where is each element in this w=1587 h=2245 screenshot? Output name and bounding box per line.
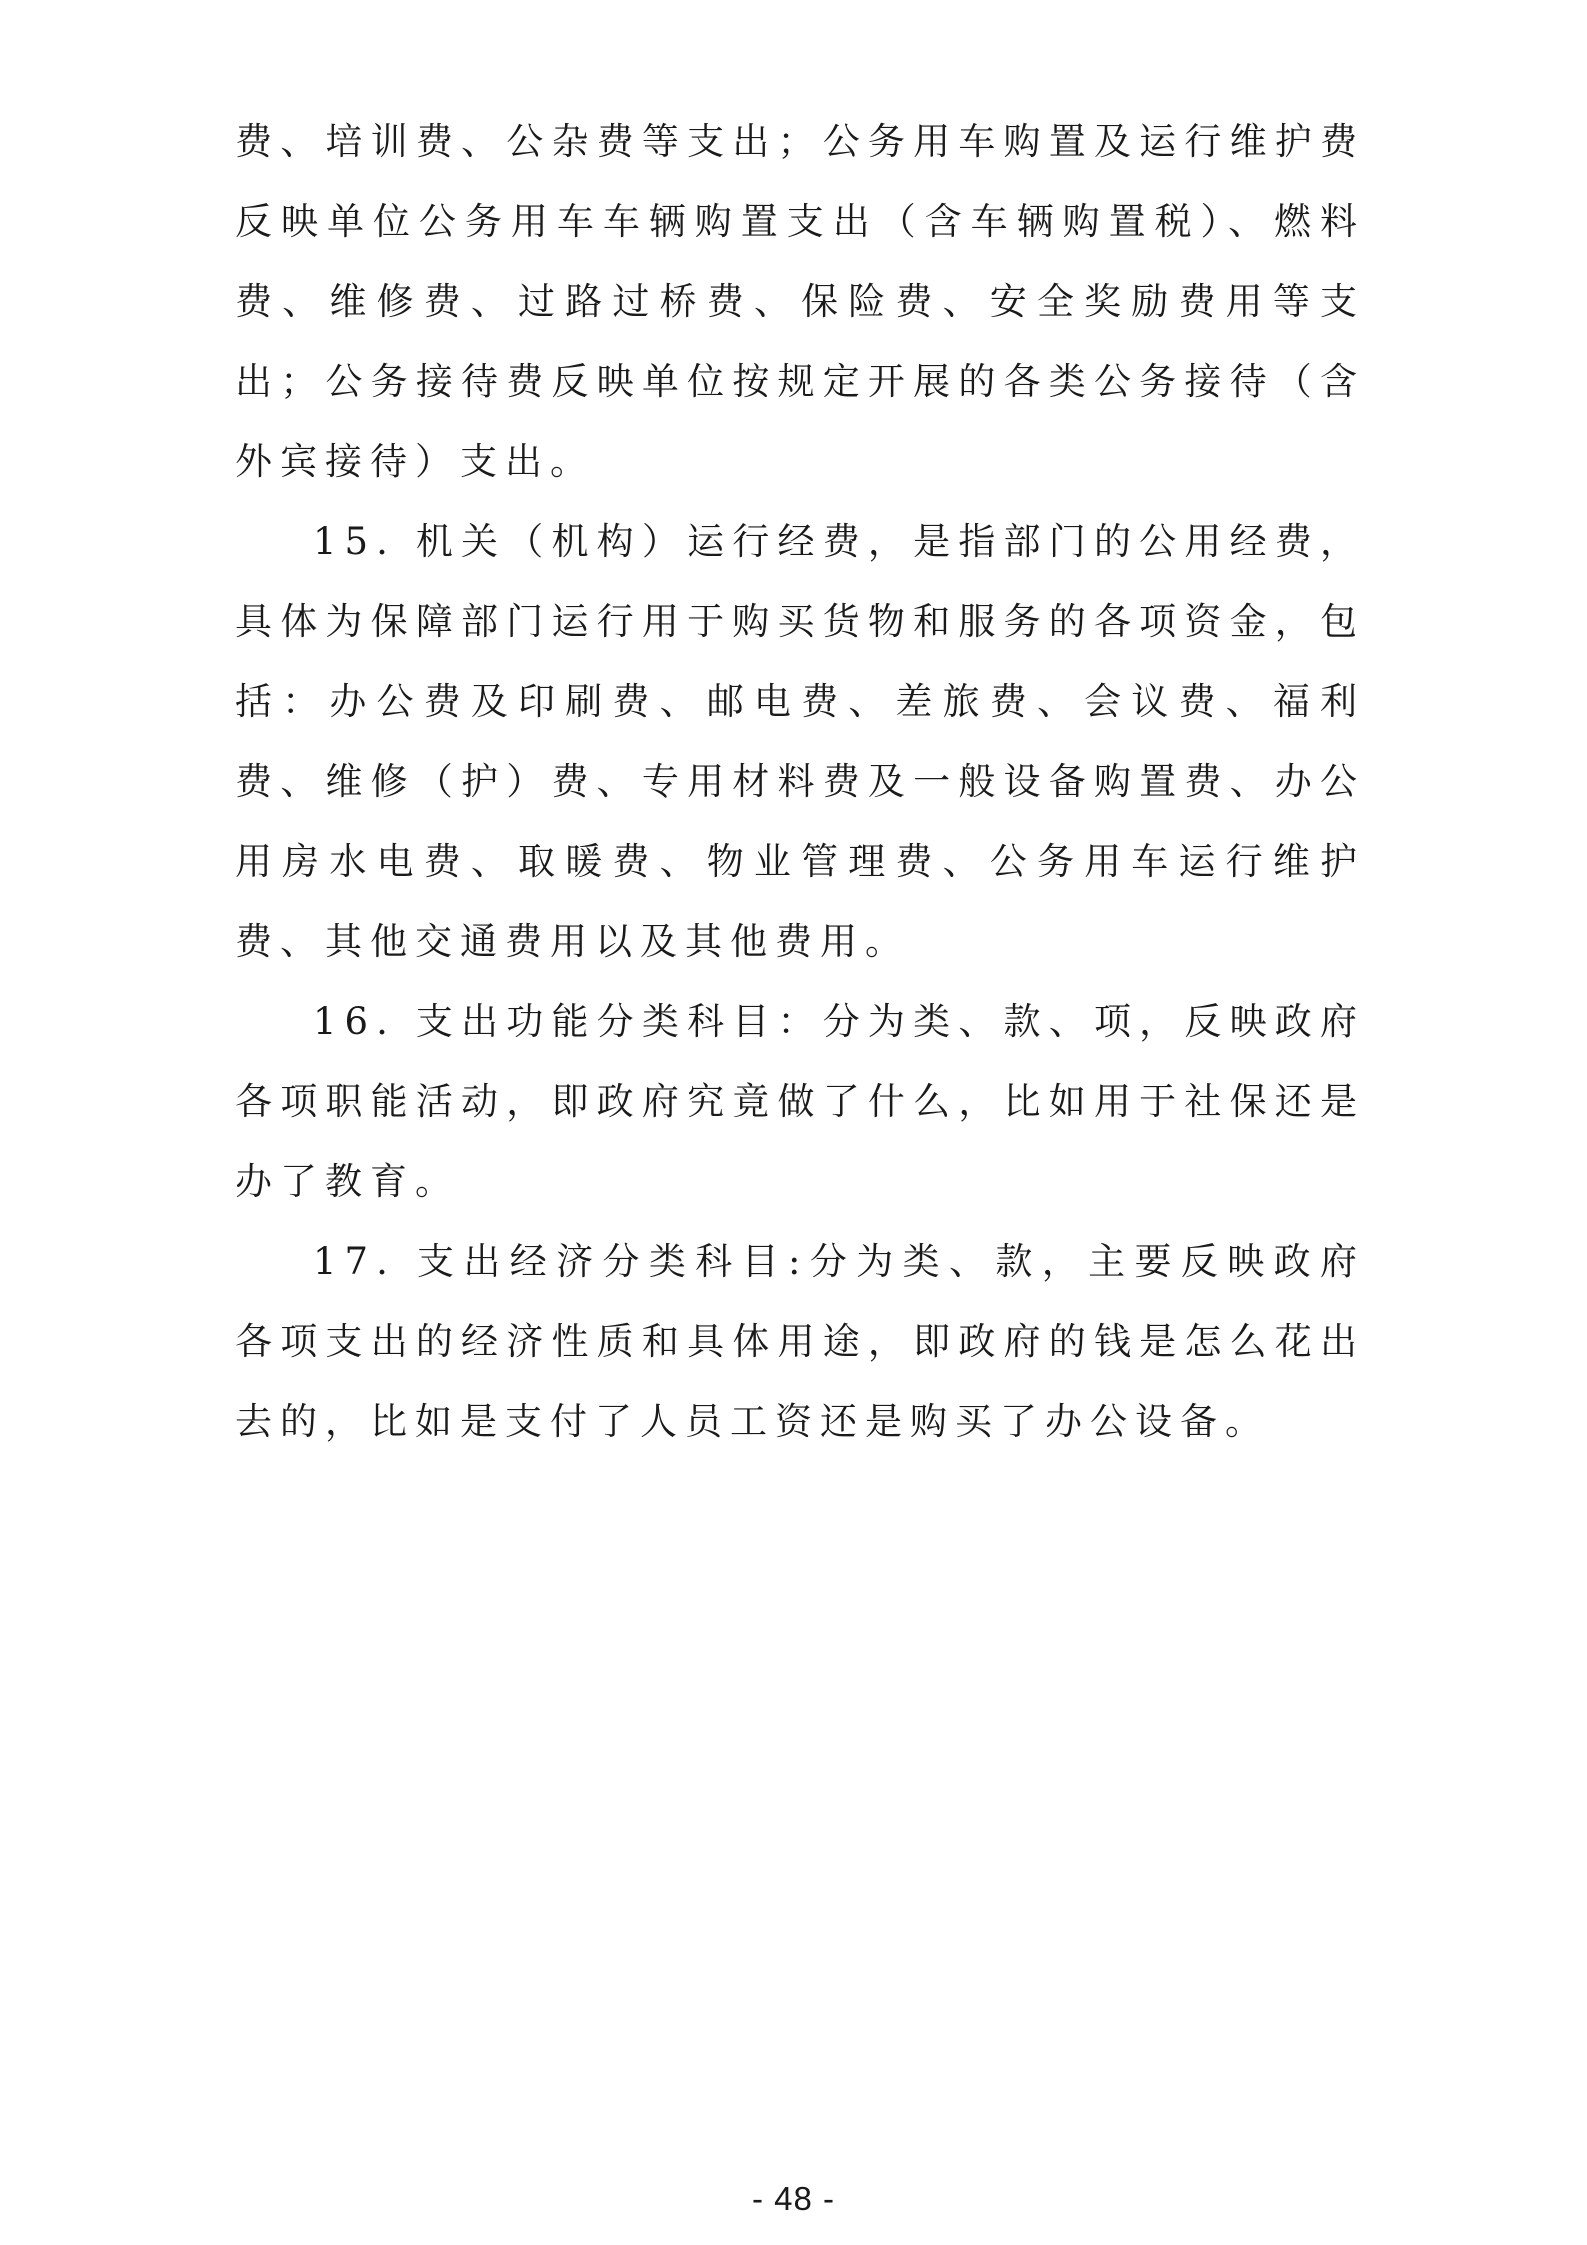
paragraph-continuation: 费、培训费、公杂费等支出；公务用车购置及运行维护费反映单位公务用车车辆购置支出（含车辆购置税）、燃料费、维修费、过路过桥费、保险费、安全奖励费用等支出；公务接待费反映单位按规定开展的各类公务接待（含外宾接待）支出。 [235,120,1365,483]
document-body [235,102,1365,1462]
page-number: - 48 - [751,2180,836,2217]
paragraph-item-16: 16. 支出功能分类科目：分为类、款、项，反映政府各项职能活动，即政府究竟做了什么，比如用于社保还是办了教育。 [235,1000,1365,1203]
paragraph-item-17: 17. 支出经济分类科目:分为类、款，主要反映政府各项支出的经济性质和具体用途，即政府的钱是怎么花出去的，比如是支付了人员工资还是购买了办公设备。 [235,1240,1365,1443]
paragraph-item-15: 15. 机关（机构）运行经费，是指部门的公用经费，具体为保障部门运行用于购买货物和服务的各项资金，包括：办公费及印刷费、邮电费、差旅费、会议费、福利费、维修（护）费、专用材料费及一般设备购置费、办公用房水电费、取暖费、物业管理费、公务用车运行维护费、其他交通费用以及其他费用。 [235,520,1365,963]
